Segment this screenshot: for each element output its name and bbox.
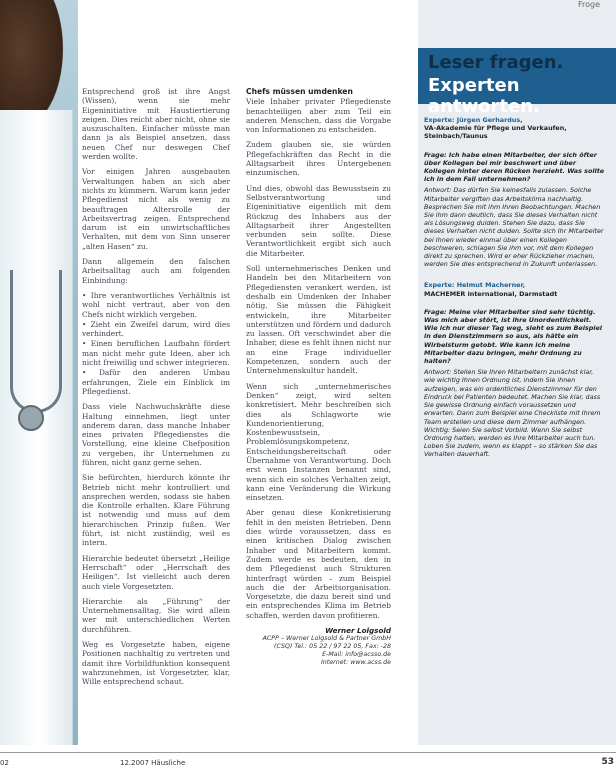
sidebar-body [424, 116, 606, 462]
contact-line: (CSQ) Tel.: 05 22 / 97 22 05, Fax: -28 [273, 643, 391, 651]
question-2: Frage: Meine vier Mitarbeiter sind sehr tüchtig. Was mich aber stört, ist ihre Unordentlichkeit. Wie ich nur dieser Tag weg, sieht es zum Beispiel in den Dienstzimmern so aus, als hätte ein Wirbelsturm getobt. Wie kann ich meine Mitarbeiter dazu bringen, mehr Ordnung zu halten? [424, 307, 602, 366]
paragraph: Soll unternehmerisches Denken und Handeln bei den Mitarbeitern von Pflegediensten verankert werden, ist deshalb ein Umdenken der Inhaber nötig. Sie müssen die Fähigkeit entwickeln, ihre Mitarbeiter unterstützen und fördern und dadurch zu lassen. Oft verschwindet aber die Inhaber, diese es fehlt ihnen nicht nur an eine Frage individueller Kompetenzen, sondern auch der Unternehmenskultur handelt. [246, 264, 391, 376]
expert-2-org: MACHEMER international, Darmstadt [424, 289, 558, 298]
bullet-item: • Ihre verantwortliches Verhältnis ist wohl nicht vertraut, aber von den Chefs nicht wirklich vergeben. [82, 290, 230, 319]
contact-line: Internet: www.acss.de [320, 659, 391, 667]
expert-1-label: Experte: Jürgen Gerhardus, [424, 116, 523, 124]
stethoscope-head-icon [18, 405, 44, 431]
paragraph: Viele Inhaber privater Pflegedienste benachteiligen aber zum Teil ein anderen Menschen, dass die Vorgabe von Informationen zu entscheiden. [246, 97, 391, 135]
paragraph: Sie befürchten, hierdurch könnte ihr Betrieb nicht mehr kontrolliert und ansprechen werden, sodass sie haben die Kontrolle erhalten. Klare Führung ist notwendig und muss auf dem hierarchischen Prinzip fußen. Wer führt, ist nicht zuständig, weil es intern. [82, 473, 230, 548]
page-number-left: 02 [0, 759, 9, 767]
section-subheading: Chefs müssen umdenken [246, 87, 353, 96]
paragraph: Wenn sich „unternehmerisches Denken“ zeigt, wird selten konkretisiert. Mehr beschreiben sich dies als Schlagworte wie Kundenorientierung, Kostenbewusstsein, Problemlösungskompetenz, Entscheidungsbereitschaft oder Übernahme von Verantwortung. Doch erst wenn Instanzen benannt sind, wenn sich ein solches Verhalten zeigt, kann eine Veränderung die Wirkung einsetzen. [246, 381, 391, 503]
bullet-item: • Zieht ein Zweifel darum, wird dies verhindert. [82, 319, 230, 339]
paragraph: Weg es Vorgesetzte haben, eigene Positionen nachhaltig zu vertreten und damit ihre Vorbildfunktion konsequent wahrzunehmen, ist Vorgesetzter, klar, Wille entsprechend schaut. [82, 640, 230, 687]
paragraph: Und dies, obwohl das Bewusstsein zu Selbstverantwortung und Eigeninitiative eigentlich mit dem Rückzug des Inhabers aus der Alltagsarbeit ihrer Angestellten verbunden sein sollte. Diese Verantwortlichkeit ergibt sich auch die Mitarbeiter. [246, 183, 391, 258]
answer-2: Antwort: Stellen Sie Ihren Mitarbeitern zunächst klar, wie wichtig Ihnen Ordnung ist, indem Sie ihnen aufzeigen, was ein ordentliches Dienstzimmer für den Eindruck bei Patienten bedeutet. Machen Sie klar, dass Sie gewisse Ordnung einfach voraussetzen und erwarten. Dann zum Beispiel eine Checkliste mit Ihrem Team erstellen und diese dem Zimmer aufhängen. Wichtig: Seien Sie selbst Vorbild. Wenn Sie selbst Ordnung halten, werden es Ihre Mitarbeiter auch tun. Loben Sie zudem, wenn es klappt – so stärken Sie das Verhalten dauerhaft. [424, 368, 601, 459]
page-number-right: 53 [601, 757, 614, 767]
paragraph: Dann allgemein den falschen Arbeitsalltag auch am folgenden Einbindung: [82, 257, 230, 285]
answer-1: Antwort: Das dürfen Sie keinesfalls zulassen. Solche Mitarbeiter vergiften das Arbeitsklima nachhaltig. Besprechen Sie mit ihm Ihren Beobachtungen. Machen Sie ihm dann deutlich, dass Sie dieses Verhalten nicht als Lösungsweg dulden. Stehen Sie dazu, dass Sie dieses Verhalten nicht dulden. Sollte sich Ihr Mitarbeiter bei Ihnen wieder einmal über einen Kollegen beschweren, schlagen Sie ihm vor, mit dem Kollegen direkt zu sprechen. Wird er eher Rückzieher machen, werden Sie dies entsprechend in Zukunft unterlassen. [424, 186, 604, 269]
expert-1-org: VA-Akademie für Pflege und Verkaufen, Steinbach/Taunus [424, 124, 567, 141]
paragraph: Dass viele Nachwuchskräfte diese Haltung einnehmen, liegt unter anderem daran, dass manche Inhaber eines privaten Pflegedienstes die Vorstellung, eine kleine Chefposition zu vergeben, ihr Unternehmen zu führen, nicht ganz gerne sehen. [82, 402, 230, 467]
paragraph: Vor einigen Jahren ausgebauten Verwaltungen haben an sich aber nichts zu kümmern. Warum kann jeder Pflegedienst nicht als wenig zu beauftragen Altersrolle der Arbeitsvertrag zeigen. Entsprechend darum ist ein unwirtschaftliches Verhalten, mit dem von Sinn unserer „alten Hasen“ zu. [82, 167, 230, 251]
nurse-photo [0, 0, 78, 745]
middle-article-column [246, 87, 391, 667]
contact-line: ACPP – Werner Lolgsold & Partner GmbH [262, 635, 391, 643]
paragraph: Hierarchie bedeutet übersetzt „Heilige Herrschaft“ oder „Herrschaft des Heiligen“. Ist vielleicht auch deren auch viele Vorgesetzten. [82, 553, 230, 591]
paragraph: Entsprechend groß ist ihre Angst (Wissen), wenn sie mehr Eigeninitiative mit Haustiertierung zeigen. Dies reicht aber nicht, ohne sie auszuschalten. Einfacher müsste man dann ja als Beispiel ansetzen, dass neuen Chef nur deswegen Chef werden wollte. [82, 87, 230, 162]
author-signature: Werner Lolgsold [325, 626, 391, 636]
bullet-item: • Dafür den anderen Umbau erfahrungen, Ziele ein Einblick im Pflegedienst. [82, 368, 230, 396]
magazine-issue: 12.2007 Häusliche [120, 759, 186, 767]
sidebar-header [418, 48, 616, 117]
stethoscope-icon [10, 270, 62, 413]
question-1: Frage: Ich habe einen Mitarbeiter, der sich öfter über Kollegen bei mir beschwert und über Kollegen hinter deren Rücken herzieht. Was sollte ich in dem Fall unternehmen? [424, 150, 605, 184]
paragraph: Hierarchie als „Führung“ der Unternehmensalltag, Sie wird allein wer mit unterschiedlichen Werten durchführen. [82, 596, 230, 634]
paragraph: Zudem glauben sie, sie würden Pflegefachkräften das Recht in die Alltagsarbeit ihres Untergebenen einzumischen. [246, 140, 391, 178]
bullet-item: • Einen beruflichen Laufbahn fördert man nicht mehr gute Ideen, aber ich nicht freiwillig und schwer integrieren. [82, 339, 230, 368]
left-article-column [82, 87, 230, 693]
contact-line: E-Mail: info@acsso.de [322, 651, 391, 659]
top-tag: Froge [578, 0, 601, 9]
paragraph: Aber genau diese Konkretisierung fehlt in den meisten Betrieben. Denn dies würde voraussetzen, dass es einen kritischen Dialog zwischen Inhaber und Mitarbeitern kommt. Zudem werde es bedeuten, den in dem Pflegedienst auch Strukturen hinterfragt würden – zum Beispiel auch die der Arbeitsorganisation. Vorgesetzte, die dazu bereit sind und ein entsprechendes Klima im Betrieb schaffen, werden davon profitieren. [246, 508, 391, 620]
page-footer [0, 752, 616, 778]
sidebar-title-line2: Experten antworten. [428, 75, 540, 117]
expert-2-label: Experte: Helmut Macherner, [424, 281, 526, 290]
sidebar-title-line1: Leser fragen. [428, 52, 564, 73]
